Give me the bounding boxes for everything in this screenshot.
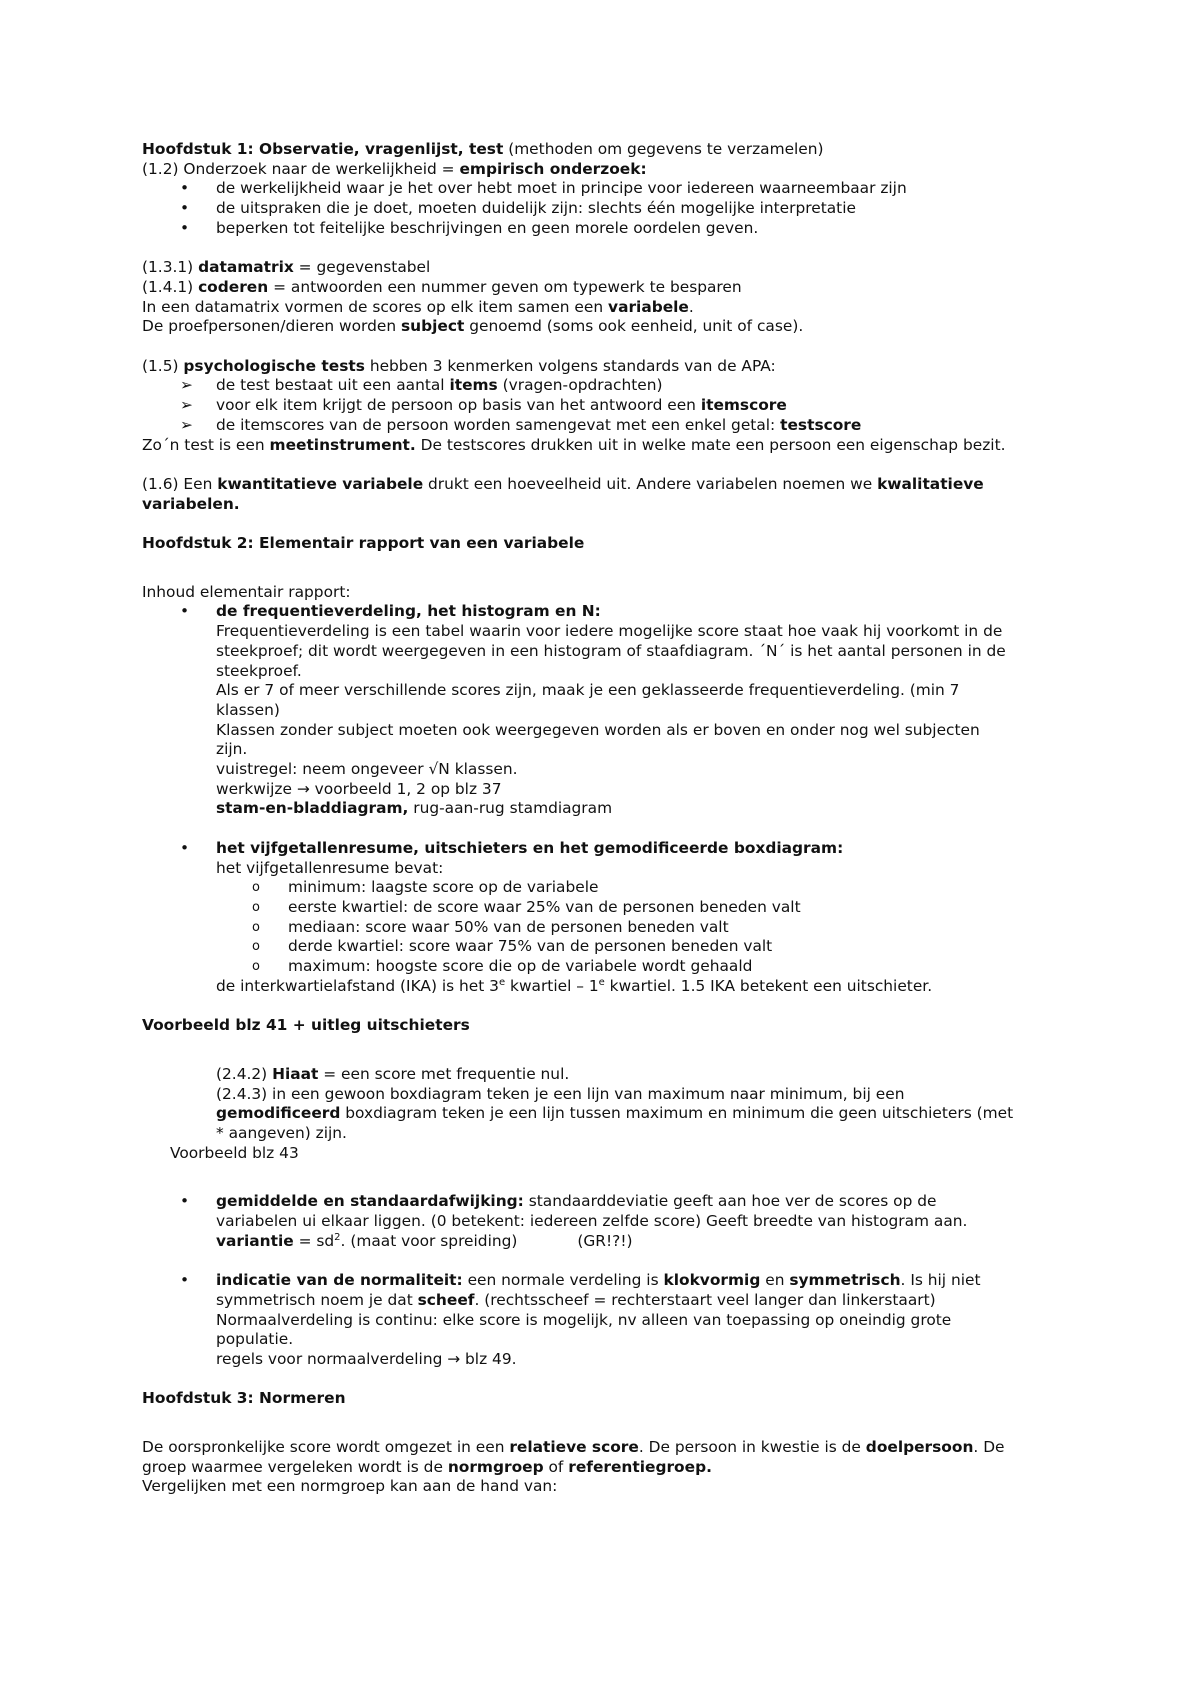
list-item-gemiddelde: • gemiddelde en standaardafwijking: standaarddeviatie geeft aan hoe ver de scores op de variabelen ui elkaar liggen. (0 betekent: iedereen zelfde score) Geeft breedte van histogram aan. variantie = $sd^2$. (maat voor spreiding) (GR!?!) — [180, 1192, 968, 1250]
chapter-3-heading: Hoofdstuk 3: Normeren — [142, 1389, 346, 1408]
list-item: • de werkelijkheid waar je het over hebt moet in principe voor iedereen waarneembaar zijn — [180, 179, 907, 198]
list-item: o derde kwartiel: score waar 75% van de personen beneden valt — [252, 937, 773, 956]
document-page — [142, 140, 1077, 1497]
vijfgetallen-sublist — [142, 878, 1077, 977]
inhoud-line: Inhoud elementair rapport: — [142, 582, 351, 601]
voorbeeld-43: Voorbeeld blz 43 — [170, 1143, 299, 1162]
datamatrix-line: In een datamatrix vormen de scores op elk item samen een variabele. — [142, 297, 694, 316]
meetinstrument-line: Zo´n test is een meetinstrument. De testscores drukken uit in welke mate een persoon een eigenschap bezit. — [142, 435, 1006, 454]
list-item: • de uitspraken die je doet, moeten duidelijk zijn: slechts één mogelijke interpretatie — [180, 199, 856, 218]
list-item-normaliteit: • indicatie van de normaliteit: een normale verdeling is klokvormig en symmetrisch. Is hij niet symmetrisch noem je dat scheef. (rechtsscheef = rechterstaart veel langer dan linkerstaart) Normaalverdeling is continu: elke score is mogelijk, nv alleen van toepassing op oneindig grote populatie. regels voor normaalverdeling → blz 49. — [180, 1271, 981, 1368]
subject-line: De proefpersonen/dieren worden subject genoemd (soms ook eenheid, unit of case). — [142, 317, 804, 336]
arrow-bullet-icon: ➢ — [180, 415, 193, 434]
section-1-2: (1.2) Onderzoek naar de werkelijkheid = empirisch onderzoek: — [142, 159, 647, 178]
test-kenmerken-list — [142, 376, 1077, 435]
normeren-para-line-2: groep waarmee vergeleken wordt is de normgroep of referentiegroep. — [142, 1457, 712, 1476]
list-item: ➢ voor elk item krijgt de persoon op basis van het antwoord een itemscore — [180, 396, 787, 415]
section-1-3-1: (1.3.1) datamatrix = gegevenstabel — [142, 258, 431, 277]
arrow-bullet-icon: ➢ — [180, 396, 193, 415]
list-item: ➢ de test bestaat uit een aantal items (vragen-opdrachten) — [180, 376, 663, 395]
chapter-1-heading: Hoofdstuk 1: Observatie, vragenlijst, test (methoden om gegevens te verzamelen) — [142, 140, 824, 158]
list-item-frequentieverdeling: • de frequentieverdeling, het histogram en N: Frequentieverdeling is een tabel waarin voor iedere mogelijke score staat hoe vaak hij voorkomt in de steekproef; dit wordt weergegeven in een histogram of staafdiagram. ´N´ is het aantal personen in de steekproef. Als er 7 of meer verschillende scores zijn, maak je een geklasseerde frequentieverdeling. (min 7 klassen) Klassen zonder subject moeten ook weergegeven worden als er boven en onder nog wel subjecten zijn. vuistregel: neem ongeveer √N klassen. werkwijze → voorbeeld 1, 2 op blz 37 stam-en-bladdiagram, rug-aan-rug stamdiagram — [180, 602, 1006, 818]
list-item: ➢ de itemscores van de persoon worden samengevat met een enkel getal: testscore — [180, 415, 862, 434]
ika-line: de interkwartielafstand (IKA) is het 3e kwartiel – 1e kwartiel. 1.5 IKA betekent een uitschieter. — [216, 976, 933, 995]
list-item: o eerste kwartiel: de score waar 25% van de personen beneden valt — [252, 897, 801, 916]
section-2-4-3: (2.4.3) in een gewoon boxdiagram teken je een lijn van maximum naar minimum, bij een gemodificeerd boxdiagram teken je een lijn tussen maximum en minimum die geen uitschieters (met * aangeven) zijn. — [216, 1084, 1014, 1142]
section-1-5: (1.5) psychologische tests hebben 3 kenmerken volgens standards van de APA: — [142, 356, 776, 375]
voorbeeld-41-heading: Voorbeeld blz 41 + uitleg uitschieters — [142, 1016, 470, 1035]
list-item-vijfgetallenresume: • het vijfgetallenresume, uitschieters en het gemodificeerde boxdiagram: het vijfgetallenresume bevat: — [180, 838, 844, 877]
list-item: • beperken tot feitelijke beschrijvingen en geen morele oordelen geven. — [180, 218, 759, 237]
list-item: o maximum: hoogste score die op de variabele wordt gehaald — [252, 957, 753, 976]
normeren-para-line-3: Vergelijken met een normgroep kan aan de hand van: — [142, 1477, 558, 1496]
section-2-4-2: (2.4.2) Hiaat = een score met frequentie nul. — [216, 1064, 570, 1083]
section-1-6: (1.6) Een kwantitatieve variabele drukt een hoeveelheid uit. Andere variabelen noemen we kwalitatieve variabelen. — [142, 474, 984, 513]
normeren-para-line-1: De oorspronkelijke score wordt omgezet in een relatieve score. De persoon in kwestie is de doelpersoon. De — [142, 1438, 1005, 1457]
section-1-4-1: (1.4.1) coderen = antwoorden een nummer geven om typewerk te besparen — [142, 277, 742, 296]
list-item: o mediaan: score waar 50% van de personen beneden valt — [252, 917, 729, 936]
arrow-bullet-icon: ➢ — [180, 376, 193, 395]
chapter-2-heading: Hoofdstuk 2: Elementair rapport van een variabele — [142, 534, 585, 552]
empirical-bullets — [142, 179, 1077, 238]
list-item: o minimum: laagste score op de variabele — [252, 878, 599, 897]
